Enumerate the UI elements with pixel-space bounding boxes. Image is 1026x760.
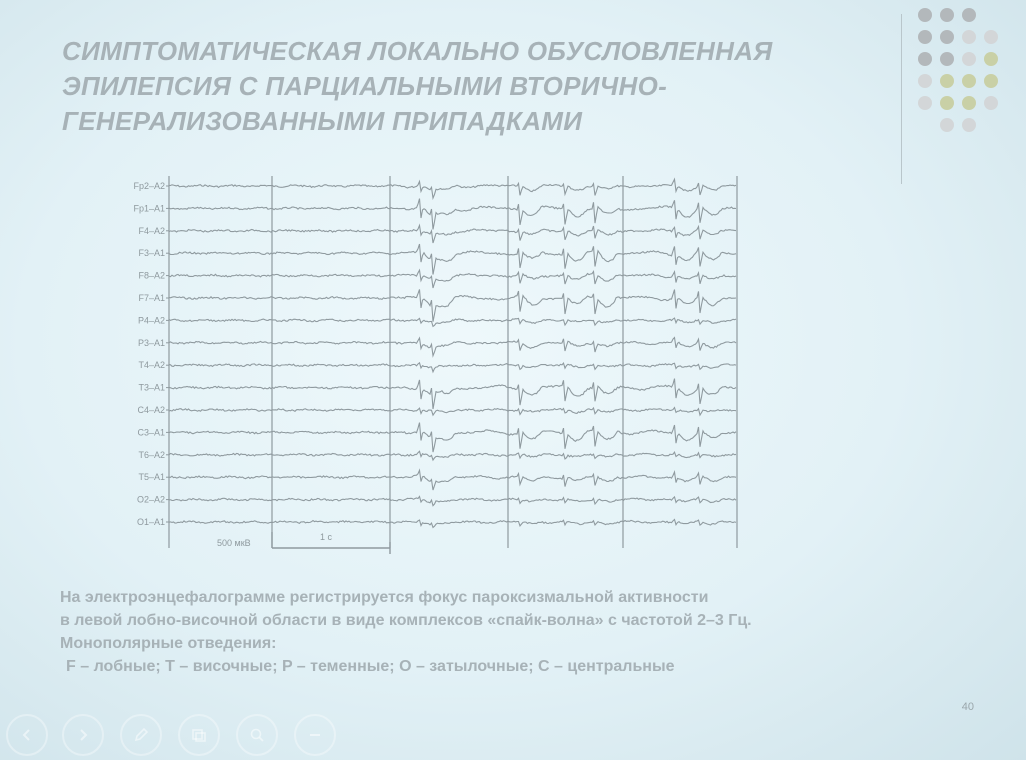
- decorative-dot: [918, 96, 932, 110]
- channel-label: F8–A2: [138, 270, 165, 281]
- caption-line: F – лобные; T – височные; P – теменные; O – затылочные; C – центральные: [66, 658, 675, 675]
- decorative-dot: [940, 74, 954, 88]
- eeg-trace: [169, 318, 736, 326]
- channel-label: F3–A1: [138, 248, 165, 259]
- decorative-dot-grid: [918, 8, 1026, 168]
- channel-label: Fp1–A1: [133, 203, 165, 214]
- eeg-trace: [169, 379, 736, 409]
- eeg-trace: [169, 338, 736, 356]
- decorative-dot: [940, 118, 954, 132]
- eeg-trace: [169, 225, 736, 243]
- channel-label: T5–A1: [138, 472, 165, 483]
- eeg-recording: [115, 170, 755, 556]
- channel-label: C3–A1: [137, 427, 165, 438]
- presenter-toolbar: [0, 708, 360, 760]
- more-icon[interactable]: [294, 714, 336, 756]
- decorative-dot: [962, 8, 976, 22]
- title-line: ГЕНЕРАЛИЗОВАННЫМИ ПРИПАДКАМИ: [62, 106, 583, 136]
- eeg-trace: [169, 408, 736, 416]
- channel-label: O2–A2: [136, 494, 165, 505]
- eeg-trace: [169, 199, 736, 230]
- decorative-dot: [918, 30, 932, 44]
- eeg-trace: [169, 179, 736, 198]
- eeg-trace: [169, 520, 736, 528]
- decorative-dot: [962, 30, 976, 44]
- decorative-divider: [901, 14, 902, 184]
- channel-label: T3–A1: [138, 382, 165, 393]
- page-number: 40: [961, 701, 974, 713]
- channel-label: F7–A1: [138, 293, 165, 303]
- channel-label: T6–A2: [138, 449, 165, 460]
- slide-title: [62, 34, 882, 139]
- caption-line: На электроэнцефалограмме регистрируется фокус пароксизмальной активности: [60, 589, 709, 606]
- decorative-dot: [984, 74, 998, 88]
- title-line: ЭПИЛЕПСИЯ С ПАРЦИАЛЬНЫМИ ВТОРИЧНО-: [62, 71, 668, 101]
- decorative-dot: [984, 96, 998, 110]
- previous-icon[interactable]: [6, 714, 48, 756]
- channel-label: F4–A2: [138, 225, 165, 236]
- caption-line: Монополярные отведения:: [60, 635, 277, 652]
- channel-label: T4–A2: [138, 360, 165, 371]
- decorative-dot: [962, 118, 976, 132]
- decorative-dot: [984, 52, 998, 66]
- zoom-icon[interactable]: [236, 714, 278, 756]
- decorative-dot: [940, 52, 954, 66]
- channel-label: P4–A2: [137, 315, 165, 326]
- pen-icon[interactable]: [120, 714, 162, 756]
- eeg-trace: [169, 289, 736, 321]
- decorative-dot: [962, 52, 976, 66]
- decorative-dot: [918, 74, 932, 88]
- decorative-dot: [940, 96, 954, 110]
- decorative-dot: [918, 52, 932, 66]
- eeg-trace: [169, 497, 736, 506]
- channel-label: Fp2–A2: [133, 181, 165, 191]
- decorative-dot: [940, 30, 954, 44]
- eeg-trace: [169, 451, 736, 460]
- channel-label: C4–A2: [137, 405, 165, 415]
- caption-line: в левой лобно-височной области в виде комплексов «спайк-волна» с частотой 2–3 Гц.: [60, 612, 752, 629]
- channel-label: P3–A1: [137, 337, 165, 348]
- slides-icon[interactable]: [178, 714, 220, 756]
- amplitude-scale-label: 500 мкВ: [217, 538, 251, 548]
- slide-caption: [60, 586, 960, 678]
- decorative-dot: [940, 8, 954, 22]
- channel-label: O1–A1: [136, 517, 165, 527]
- next-icon[interactable]: [62, 714, 104, 756]
- decorative-dot: [962, 96, 976, 110]
- title-line: СИМПТОМАТИЧЕСКАЯ ЛОКАЛЬНО ОБУСЛОВЛЕННАЯ: [62, 36, 773, 66]
- eeg-trace: [169, 423, 736, 453]
- eeg-trace: [169, 270, 736, 288]
- decorative-dot: [918, 8, 932, 22]
- eeg-trace: [169, 244, 736, 274]
- eeg-trace: [169, 363, 736, 372]
- eeg-trace: [169, 470, 736, 490]
- time-scale-label: 1 с: [320, 532, 333, 542]
- decorative-dot: [984, 30, 998, 44]
- decorative-dot: [962, 74, 976, 88]
